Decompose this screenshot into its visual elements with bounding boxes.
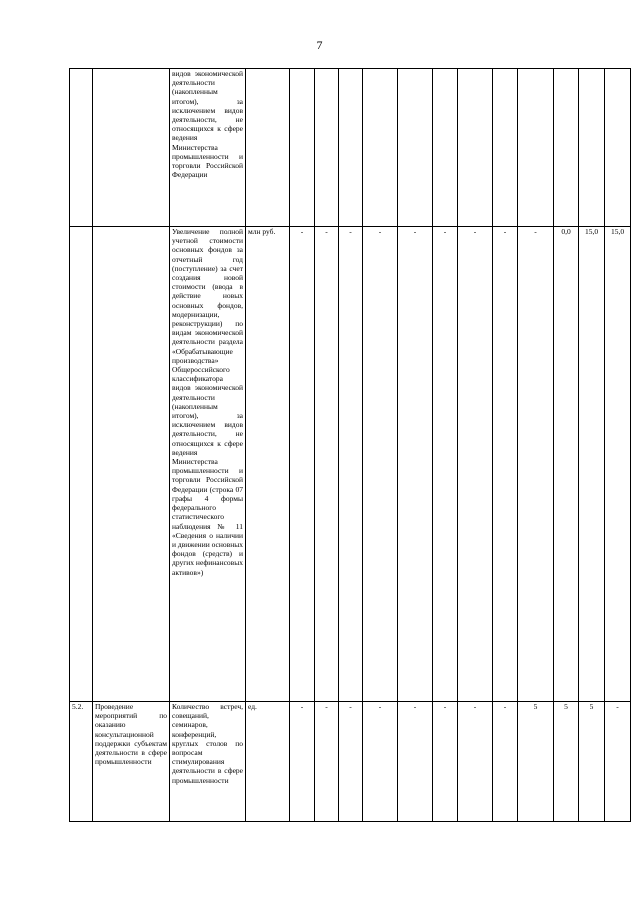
value-cell: -: [518, 227, 554, 702]
value-cell: 5: [579, 702, 605, 822]
unit-cell: млн руб.: [246, 227, 290, 702]
table-row: [70, 702, 631, 822]
value-cell: -: [339, 702, 363, 822]
value-cell: -: [290, 227, 315, 702]
value-cell: [315, 69, 339, 227]
value-cell: 15,0: [579, 227, 605, 702]
value-cell: -: [398, 702, 433, 822]
value-cell: [579, 69, 605, 227]
indicators-table: [69, 68, 631, 822]
value-cell: [363, 69, 398, 227]
value-cell: 5: [518, 702, 554, 822]
table-row: [70, 69, 631, 227]
value-cell: -: [363, 227, 398, 702]
value-cell: -: [398, 227, 433, 702]
value-cell: [554, 69, 579, 227]
value-cell: -: [339, 227, 363, 702]
value-cell: -: [493, 702, 518, 822]
value-cell: -: [433, 227, 458, 702]
value-cell: [458, 69, 493, 227]
value-cell: [339, 69, 363, 227]
page-number: 7: [316, 38, 323, 52]
value-cell: [433, 69, 458, 227]
value-cell: [493, 69, 518, 227]
value-cell: -: [315, 227, 339, 702]
activity-cell: [93, 227, 170, 702]
value-cell: -: [458, 702, 493, 822]
activity-cell: [93, 69, 170, 227]
value-cell: 15,0: [605, 227, 631, 702]
table-row: [70, 227, 631, 702]
indicator-cell: Количество встреч, совещаний, семинаров, конференций, круглых столов по вопросам стимулирования деятельности в сфере промышленности: [170, 702, 246, 822]
value-cell: [290, 69, 315, 227]
value-cell: -: [605, 702, 631, 822]
activity-cell: Проведение мероприятий по оказанию консультационной поддержки субъектам деятельности в сфере промышленности: [93, 702, 170, 822]
unit-cell: [246, 69, 290, 227]
value-cell: -: [290, 702, 315, 822]
value-cell: [398, 69, 433, 227]
row-code: 5.2.: [70, 702, 93, 822]
value-cell: [605, 69, 631, 227]
value-cell: [518, 69, 554, 227]
value-cell: 0,0: [554, 227, 579, 702]
value-cell: -: [315, 702, 339, 822]
value-cell: -: [493, 227, 518, 702]
value-cell: 5: [554, 702, 579, 822]
row-code: [70, 227, 93, 702]
indicator-cell: видов экономической деятельности (накопленным итогом), за исключением видов деятельности, не относящихся к сфере ведения Министерства промышленности и торговли Российской Федерации: [170, 69, 246, 227]
value-cell: -: [433, 702, 458, 822]
row-code: [70, 69, 93, 227]
indicator-cell: Увеличение полной учетной стоимости основных фондов за отчетный год (поступление) за счет создания новой стоимости (ввода в действие новых основных фондов, модернизации, реконструкции) по видам экономической деятельности раздела «Обрабатывающие производства» Общероссийского классификатора видов экономической деятельности (накопленным итогом), за исключением видов деятельности, не относящихся к сфере ведения Министерства промышленности и торговли Российской Федерации (строка 07 графы 4 формы федерального статистического наблюдения № 11 «Сведения о наличии и движении основных фондов (средств) и других нефинансовых активов»): [170, 227, 246, 702]
value-cell: -: [458, 227, 493, 702]
value-cell: -: [363, 702, 398, 822]
unit-cell: ед.: [246, 702, 290, 822]
